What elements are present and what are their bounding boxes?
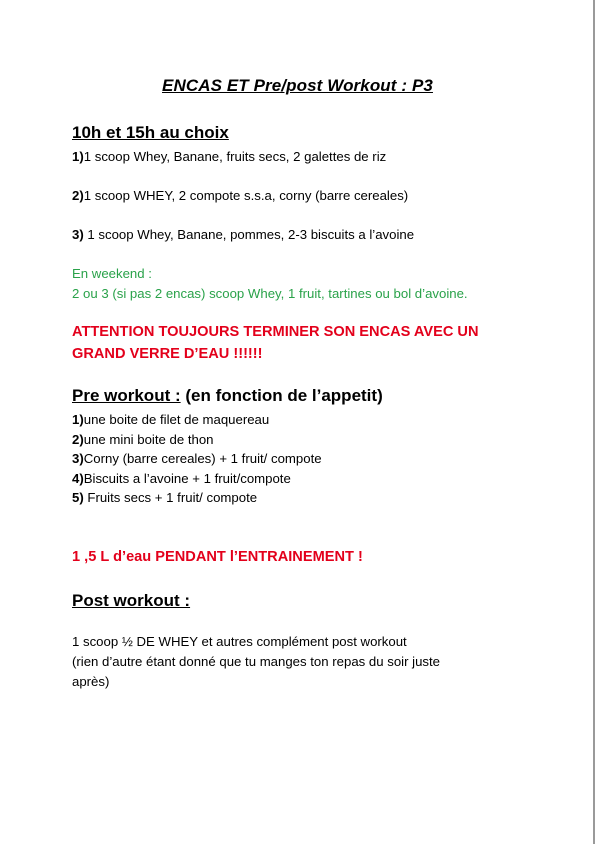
weekend-text: 2 ou 3 (si pas 2 encas) scoop Whey, 1 fruit, tartines ou bol d’avoine. <box>72 286 468 301</box>
list-item <box>72 449 542 469</box>
water-note: 1 ,5 L d’eau PENDANT l’ENTRAINEMENT ! <box>72 549 363 565</box>
item-number: 4) <box>72 471 84 486</box>
item-number: 3) <box>72 227 84 242</box>
weekend-label: En weekend : <box>72 266 152 281</box>
section-heading-postworkout: Post workout : <box>72 591 191 610</box>
warning-line-1: ATTENTION TOUJOURS TERMINER SON ENCAS AVEC UN <box>72 324 479 340</box>
item-number: 1) <box>72 149 84 164</box>
item-number: 5) <box>72 490 84 505</box>
item-text: Fruits secs + 1 fruit/ compote <box>83 490 258 505</box>
list-item <box>72 225 542 245</box>
item-text: une boite de filet de maquereau <box>83 412 270 427</box>
list-item <box>72 488 542 508</box>
list-item <box>72 410 542 430</box>
postworkout-line-1: 1 scoop ½ DE WHEY et autres complément post workout <box>72 634 407 649</box>
item-text: 1 scoop Whey, Banane, pommes, 2-3 biscuits a l’avoine <box>83 227 415 242</box>
list-item <box>72 469 542 489</box>
section-heading-snacks: 10h et 15h au choix <box>72 123 229 142</box>
list-item <box>72 430 542 450</box>
item-number: 2) <box>72 432 84 447</box>
item-text: 1 scoop Whey, Banane, fruits secs, 2 galettes de riz <box>83 149 387 164</box>
section-heading-preworkout <box>72 386 542 406</box>
postworkout-line-2: (rien d’autre étant donné que tu manges ton repas du soir juste <box>72 654 441 669</box>
preworkout-heading-suffix: (en fonction de l’appetit) <box>180 386 383 405</box>
preworkout-heading-label: Pre workout : <box>72 386 181 405</box>
postworkout-line-3: après) <box>72 674 110 689</box>
document-title: ENCAS ET Pre/post Workout : P3 <box>162 76 433 95</box>
item-text: Biscuits a l’avoine + 1 fruit/compote <box>83 471 291 486</box>
list-item <box>72 186 542 206</box>
list-item <box>72 147 542 167</box>
item-number: 1) <box>72 412 84 427</box>
item-text: 1 scoop WHEY, 2 compote s.s.a, corny (barre cereales) <box>83 188 409 203</box>
item-text: une mini boite de thon <box>83 432 214 447</box>
item-number: 3) <box>72 451 84 466</box>
warning-line-2: GRAND VERRE D’EAU !!!!!! <box>72 346 263 362</box>
item-number: 2) <box>72 188 84 203</box>
item-text: Corny (barre cereales) + 1 fruit/ compote <box>83 451 322 466</box>
